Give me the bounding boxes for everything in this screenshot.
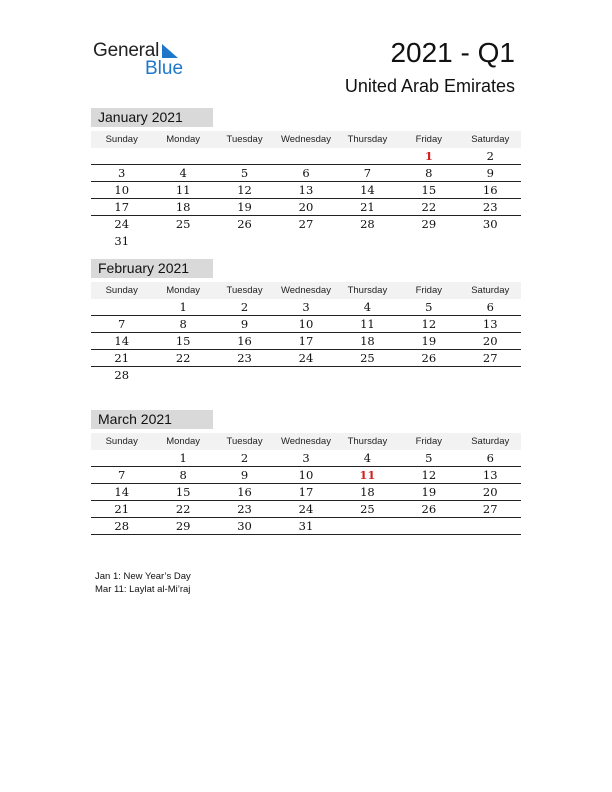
empty-cell (275, 233, 336, 250)
weekday-header (91, 282, 521, 299)
day-cell: 1 (179, 451, 187, 465)
day-cell: 2 (240, 451, 249, 465)
day-cell: 2 (240, 300, 249, 314)
weekday-label: Saturday (471, 285, 510, 296)
week-row (91, 484, 521, 501)
weekday-label: Monday (166, 285, 201, 296)
day-cell: 4 (179, 166, 187, 180)
empty-cell (91, 299, 152, 315)
day-cell: 4 (363, 451, 372, 465)
empty-cell (275, 367, 336, 384)
day-cell: 2 (486, 149, 494, 163)
day-cell: 4 (363, 300, 372, 314)
holiday-notes (95, 570, 191, 596)
day-cell: 16 (482, 183, 498, 197)
day-cell: 11 (175, 183, 191, 197)
day-cell: 19 (237, 200, 252, 214)
month-january (91, 108, 521, 250)
day-cell: 26 (421, 351, 437, 365)
day-cell: 30 (237, 519, 252, 533)
day-cell: 31 (298, 519, 314, 533)
day-cell: 1 (424, 149, 433, 163)
day-cell: 12 (421, 468, 437, 482)
day-cell: 28 (114, 368, 130, 382)
brand-word-general: General (93, 40, 160, 61)
week-row (91, 216, 521, 233)
week-row (91, 182, 521, 199)
brand-word-blue: Blue (145, 58, 184, 79)
day-cell: 17 (298, 334, 314, 348)
empty-cell (460, 233, 521, 250)
weekday-header (91, 131, 521, 148)
empty-cell (337, 518, 398, 534)
day-cell: 16 (237, 485, 252, 499)
weekday-label: Tuesday (226, 436, 263, 447)
day-cell: 17 (114, 200, 130, 214)
day-cell: 10 (298, 468, 314, 482)
day-cell: 12 (237, 183, 252, 197)
day-cell: 6 (486, 451, 494, 465)
holiday-note: Mar 11: Laylat al-Mi’raj (95, 584, 191, 595)
weekday-label: Sunday (105, 285, 138, 296)
empty-cell (91, 450, 152, 466)
day-cell: 13 (298, 183, 314, 197)
day-cell: 21 (114, 502, 130, 516)
week-row (91, 450, 521, 467)
day-cell: 3 (118, 166, 126, 180)
week-row (91, 518, 521, 535)
day-cell: 26 (421, 502, 437, 516)
day-cell: 31 (114, 234, 130, 248)
day-cell: 24 (298, 502, 314, 516)
month-grid (91, 450, 521, 535)
empty-cell (152, 148, 213, 164)
day-cell: 28 (114, 519, 130, 533)
day-cell: 8 (425, 166, 433, 180)
day-cell: 26 (237, 217, 252, 231)
weekday-label: Friday (415, 134, 443, 145)
day-cell: 18 (360, 334, 375, 348)
day-cell: 16 (237, 334, 252, 348)
holiday-note: Jan 1: New Year’s Day (95, 571, 191, 582)
weekday-label: Monday (166, 436, 201, 447)
empty-cell (460, 367, 521, 384)
weekday-label: Sunday (105, 134, 138, 145)
month-grid (91, 148, 521, 250)
day-cell: 27 (482, 502, 498, 516)
day-cell: 15 (421, 183, 437, 197)
day-cell: 21 (114, 351, 130, 365)
week-row (91, 501, 521, 518)
day-cell: 27 (298, 217, 314, 231)
week-row (91, 467, 521, 484)
day-cell: 15 (175, 334, 191, 348)
weekday-label: Thursday (347, 134, 388, 145)
empty-cell (214, 367, 275, 384)
empty-cell (275, 148, 336, 164)
empty-cell (460, 518, 521, 534)
weekday-label: Sunday (105, 436, 138, 447)
day-cell: 23 (482, 200, 498, 214)
day-cell: 10 (298, 317, 314, 331)
day-cell: 12 (421, 317, 437, 331)
day-cell: 15 (175, 485, 191, 499)
day-cell: 27 (482, 351, 498, 365)
day-cell: 11 (360, 317, 375, 331)
empty-cell (337, 233, 398, 250)
empty-cell (337, 148, 398, 164)
empty-cell (152, 367, 213, 384)
weekday-label: Friday (415, 285, 443, 296)
empty-cell (337, 367, 398, 384)
day-cell: 28 (360, 217, 375, 231)
day-cell: 3 (302, 300, 310, 314)
day-cell: 29 (421, 217, 437, 231)
day-cell: 5 (425, 300, 433, 314)
day-cell: 7 (118, 468, 126, 482)
brand-triangle-icon (162, 44, 178, 58)
day-cell: 19 (421, 334, 437, 348)
month-march (91, 410, 521, 535)
day-cell: 20 (482, 334, 498, 348)
day-cell: 20 (482, 485, 498, 499)
month-february (91, 259, 521, 384)
day-cell: 22 (175, 502, 191, 516)
day-cell: 8 (179, 317, 187, 331)
day-cell: 30 (482, 217, 498, 231)
day-cell: 19 (421, 485, 437, 499)
day-cell: 8 (179, 468, 187, 482)
day-cell: 23 (237, 351, 252, 365)
weekday-label: Saturday (471, 134, 510, 145)
week-row (91, 299, 521, 316)
day-cell: 5 (425, 451, 433, 465)
day-cell: 9 (240, 317, 249, 331)
weekday-label: Wednesday (280, 285, 331, 296)
day-cell: 24 (298, 351, 314, 365)
page-title: 2021 - Q1 (390, 37, 515, 68)
weekday-label: Thursday (347, 285, 388, 296)
day-cell: 14 (114, 485, 130, 499)
month-label: February 2021 (91, 259, 213, 278)
weekday-label: Friday (415, 436, 443, 447)
week-row (91, 199, 521, 216)
weekday-label: Monday (166, 134, 201, 145)
day-cell: 6 (302, 166, 310, 180)
day-cell: 21 (360, 200, 375, 214)
empty-cell (398, 367, 459, 384)
day-cell: 29 (175, 519, 191, 533)
day-cell: 10 (114, 183, 130, 197)
day-cell: 20 (298, 200, 314, 214)
day-cell: 9 (240, 468, 249, 482)
day-cell: 13 (482, 317, 498, 331)
weekday-header (91, 433, 521, 450)
week-row (91, 165, 521, 182)
empty-cell (91, 148, 152, 164)
day-cell: 13 (482, 468, 498, 482)
day-cell: 18 (360, 485, 375, 499)
day-cell: 9 (486, 166, 494, 180)
weekday-label: Saturday (471, 436, 510, 447)
week-row (91, 333, 521, 350)
day-cell: 7 (118, 317, 126, 331)
day-cell: 14 (360, 183, 375, 197)
weekday-label: Tuesday (226, 134, 263, 145)
day-cell: 7 (363, 166, 372, 180)
country-name: United Arab Emirates (344, 76, 515, 96)
weekday-label: Wednesday (280, 134, 331, 145)
day-cell: 22 (421, 200, 437, 214)
empty-cell (398, 518, 459, 534)
month-label: March 2021 (91, 410, 213, 429)
brand-logo (93, 40, 193, 80)
empty-cell (214, 148, 275, 164)
day-cell: 6 (486, 300, 494, 314)
week-row (91, 316, 521, 333)
empty-cell (214, 233, 275, 250)
day-cell: 14 (114, 334, 130, 348)
weekday-label: Tuesday (226, 285, 263, 296)
day-cell: 3 (302, 451, 310, 465)
day-cell: 25 (175, 217, 191, 231)
week-row (91, 350, 521, 367)
month-grid (91, 299, 521, 384)
week-row (91, 148, 521, 165)
empty-cell (152, 233, 213, 250)
day-cell: 25 (360, 351, 375, 365)
week-row (91, 367, 521, 384)
day-cell: 1 (179, 300, 187, 314)
empty-cell (398, 233, 459, 250)
month-label: January 2021 (91, 108, 213, 127)
day-cell: 24 (114, 217, 130, 231)
weekday-label: Wednesday (280, 436, 331, 447)
day-cell: 11 (359, 468, 376, 482)
week-row (91, 233, 521, 250)
day-cell: 5 (240, 166, 249, 180)
weekday-label: Thursday (347, 436, 388, 447)
day-cell: 25 (360, 502, 375, 516)
day-cell: 23 (237, 502, 252, 516)
day-cell: 18 (175, 200, 191, 214)
day-cell: 22 (175, 351, 191, 365)
day-cell: 17 (298, 485, 314, 499)
